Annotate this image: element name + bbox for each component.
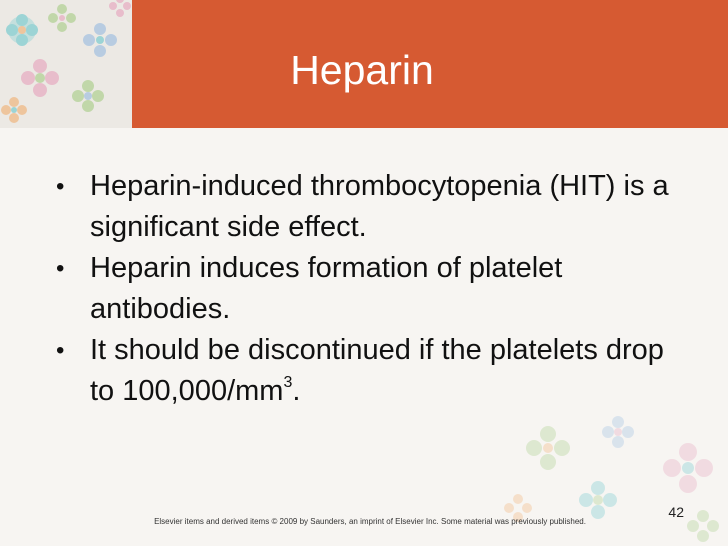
bullet-icon: •	[56, 255, 65, 282]
bullet-text: Heparin-induced thrombocytopenia (HIT) is a significant side effect.	[90, 170, 669, 243]
bullet-icon: •	[56, 337, 65, 364]
bullet-item	[56, 248, 676, 330]
bullet-text: It should be discontinued if the platelets drop to 100,000/mm	[90, 334, 664, 407]
decorative-flowers-top-left	[0, 0, 132, 128]
bullet-item	[56, 166, 676, 248]
bullet-item	[56, 330, 676, 412]
slide-title: Heparin	[290, 47, 434, 93]
page-number: 42	[668, 504, 684, 520]
copyright-footer: Elsevier items and derived items © 2009 by Saunders, an imprint of Elsevier Inc. Some material was previously published.	[154, 517, 586, 526]
bullet-superscript: 3	[283, 374, 293, 392]
bullet-icon: •	[56, 173, 65, 200]
bullet-list	[56, 166, 676, 412]
flower-pattern-icon	[0, 0, 132, 128]
bullet-suffix: .	[292, 375, 301, 407]
bullet-text: Heparin induces formation of platelet antibodies.	[90, 252, 563, 325]
